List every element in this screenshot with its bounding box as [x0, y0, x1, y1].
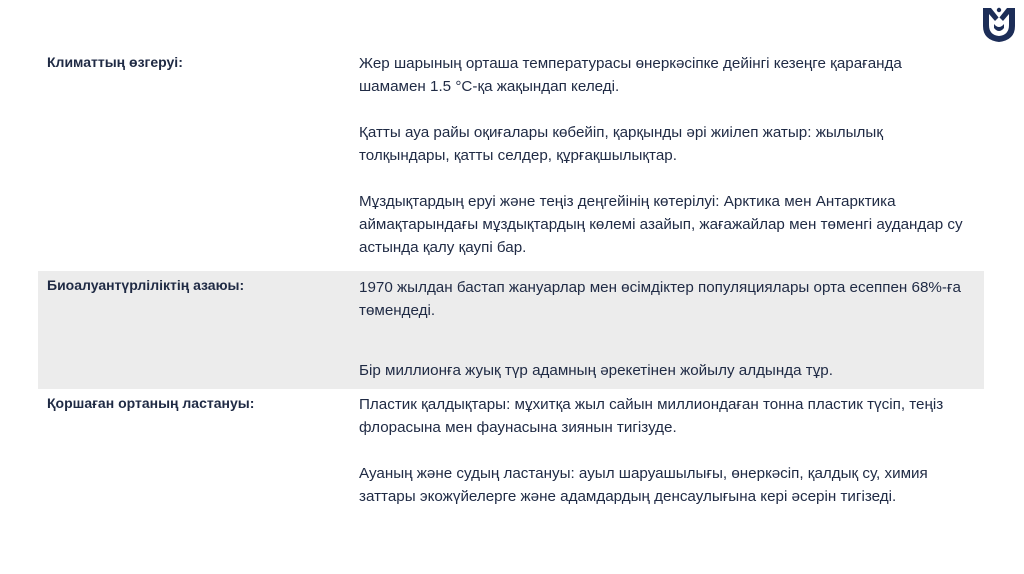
brand-logo-icon [980, 4, 1018, 44]
row-label-biodiversity: Биоалуантүрліліктің азаюы: [47, 277, 245, 293]
pollution-paragraph-air-water: Ауаның және судың ластануы: ауыл шаруашылығы, өнеркәсіп, қалдық су, химия заттары экожүйелерге және адамдардың денсаулығына кері әсерін тигізеді. [359, 465, 928, 505]
info-table [38, 48, 984, 537]
table-row-biodiversity [38, 271, 984, 389]
table-row-climate [38, 48, 984, 271]
row-label-pollution: Қоршаған ортаның ластануы: [47, 395, 255, 411]
row-content-pollution [359, 393, 969, 508]
pollution-paragraph-plastic: Пластик қалдықтары: мұхитқа жыл сайын миллиондаған тонна пластик түсіп, теңіз флорасына мен фаунасына зиянын тигізуде. [359, 396, 944, 436]
table-row-pollution [38, 389, 984, 537]
biodiversity-paragraph-extinction: Бір миллионға жуық түр адамның әрекетінен жойылу алдында тұр. [359, 362, 833, 379]
climate-paragraph-extreme-weather: Қатты ауа райы оқиғалары көбейіп, қарқынды әрі жиілеп жатыр: жылылық толқындары, қатты селдер, құрғақшылықтар. [359, 124, 883, 164]
row-label-climate: Климаттың өзгеруі: [47, 54, 183, 70]
biodiversity-paragraph-populations: 1970 жылдан бастап жануарлар мен өсімдіктер популяциялары орта есеппен 68%-ға төмендеді. [359, 279, 961, 319]
row-content-biodiversity [359, 276, 969, 382]
climate-paragraph-glaciers: Мұздықтардың еруі және теңіз деңгейінің көтерілуі: Арктика мен Антарктика аймақтарындағы мұздықтардың көлемі азайып, жағажайлар мен төменгі аудандар су астында қалу қаупі бар. [359, 193, 963, 256]
climate-paragraph-temperature: Жер шарының орташа температурасы өнеркәсіпке дейінгі кезеңге қарағанда шамамен 1.5 °С-қа жақындап келеді. [359, 55, 902, 95]
row-content-climate [359, 52, 969, 259]
